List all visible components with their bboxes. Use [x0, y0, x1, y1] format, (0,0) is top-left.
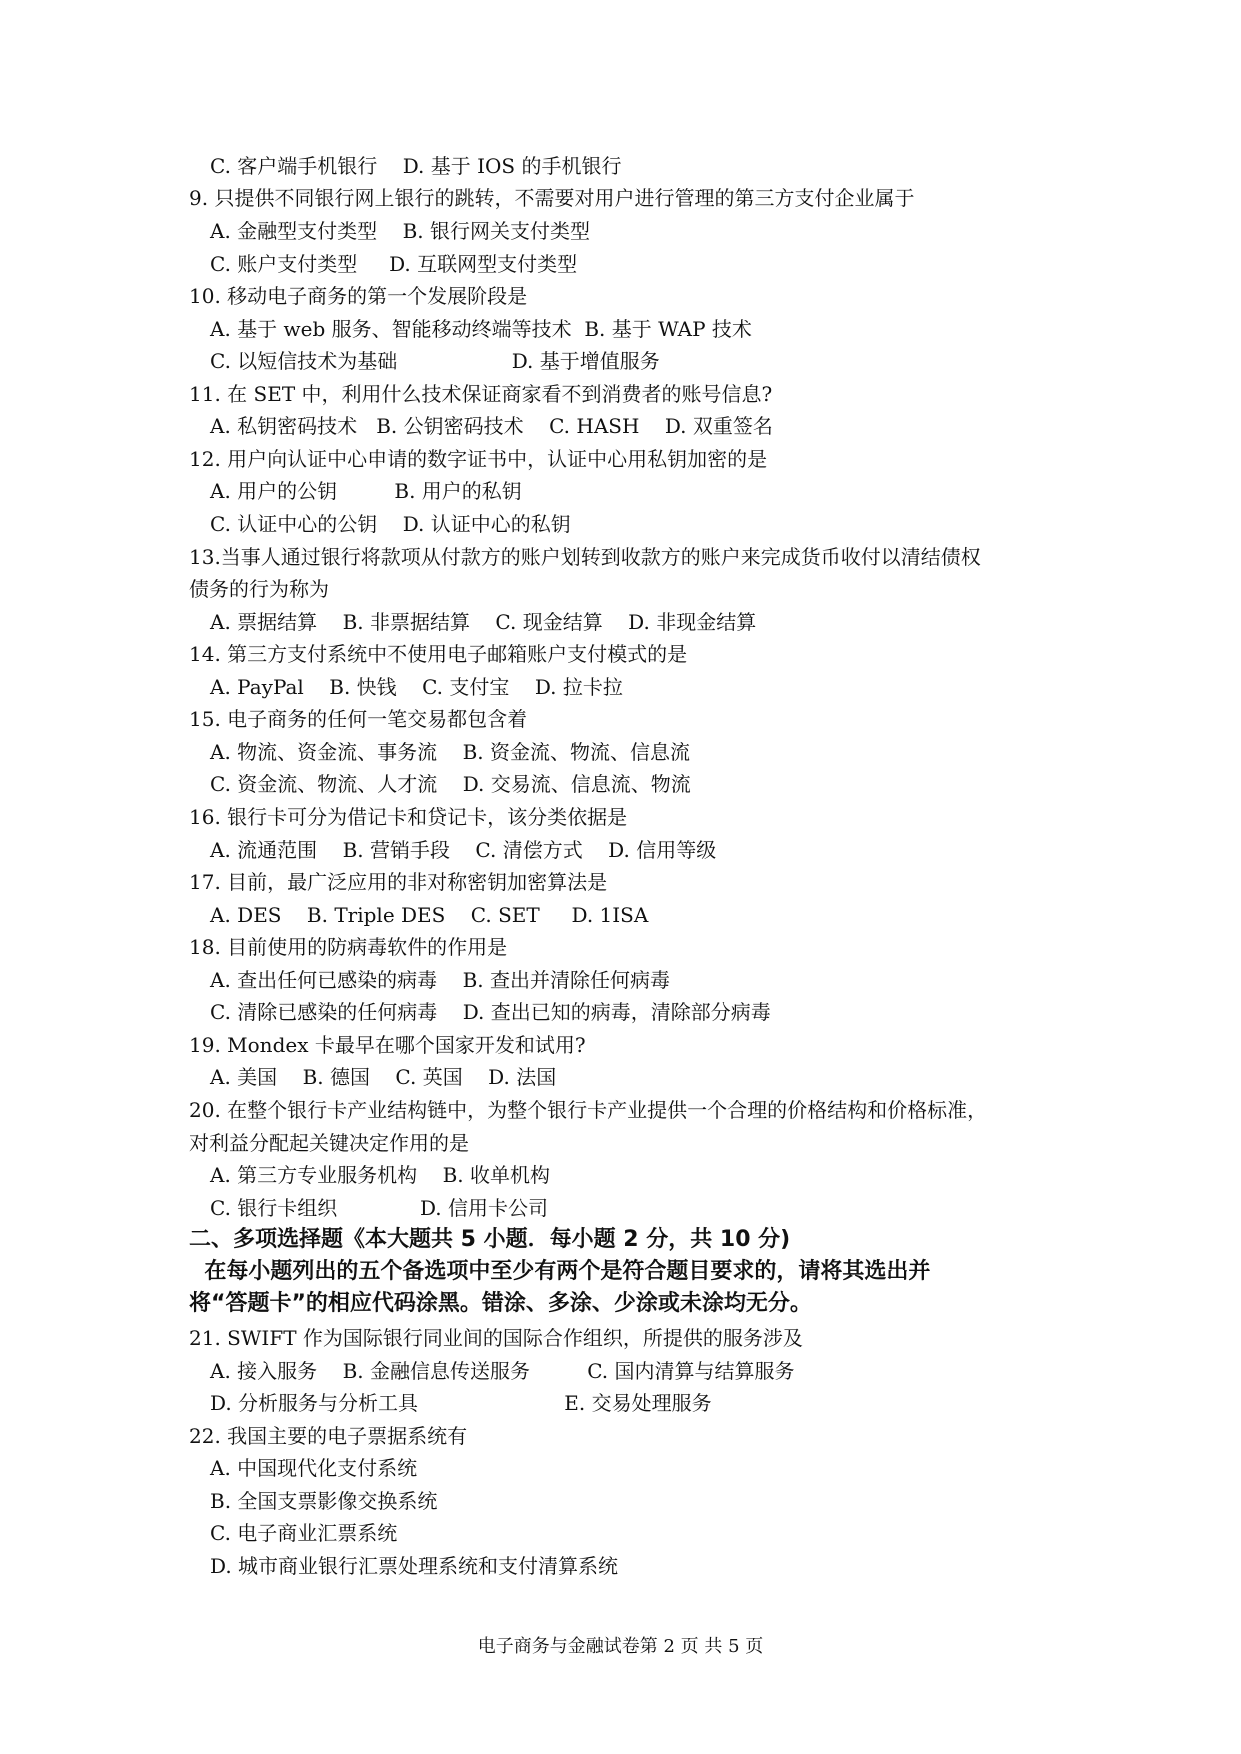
answer-options-line: A. 用户的公钥 B. 用户的私钥: [210, 479, 522, 503]
answer-options-line: C. 以短信技术为基础 D. 基于增值服务: [210, 349, 660, 373]
question-line: 10. 移动电子商务的第一个发展阶段是: [189, 284, 528, 308]
page-footer: 电子商务与金融试卷第 2 页 共 5 页: [477, 1636, 764, 1657]
answer-options-line: C. 电子商业汇票系统: [210, 1521, 398, 1545]
answer-options-line: D. 城市商业银行汇票处理系统和支付清算系统: [210, 1554, 619, 1578]
answer-options-line: B. 全国支票影像交换系统: [210, 1489, 438, 1513]
answer-options-line: A. 查出任何已感染的病毒 B. 查出并清除任何病毒: [210, 968, 670, 992]
answer-options-line: C. 认证中心的公钥 D. 认证中心的私钥: [210, 512, 571, 536]
section-heading-line: 在每小题列出的五个备选项中至少有两个是符合题目要求的，请将其选出并: [189, 1259, 931, 1284]
question-line: 11. 在 SET 中，利用什么技术保证商家看不到消费者的账号信息?: [189, 382, 773, 406]
question-line: 12. 用户向认证中心申请的数字证书中，认证中心用私钥加密的是: [189, 447, 768, 471]
answer-options-line: A. 中国现代化支付系统: [210, 1456, 418, 1480]
answer-options-line: A. DES B. Triple DES C. SET D. 1ISA: [210, 903, 649, 927]
question-line: 20. 在整个银行卡产业结构链中，为整个银行卡产业提供一个合理的价格结构和价格标准，: [189, 1098, 988, 1122]
section-heading-line: 将“答题卡”的相应代码涂黑。错涂、多涂、少涂或未涂均无分。: [189, 1291, 812, 1316]
question-line: 对利益分配起关键决定作用的是: [189, 1131, 469, 1155]
answer-options-line: C. 银行卡组织 D. 信用卡公司: [210, 1196, 548, 1220]
question-line: 16. 银行卡可分为借记卡和贷记卡，该分类依据是: [189, 805, 628, 829]
answer-options-line: A. 第三方专业服务机构 B. 收单机构: [210, 1163, 550, 1187]
answer-options-line: C. 账户支付类型 D. 互联网型支付类型: [210, 252, 578, 276]
question-line: 15. 电子商务的任何一笔交易都包含着: [189, 707, 528, 731]
answer-options-line: C. 清除已感染的任何病毒 D. 查出已知的病毒，清除部分病毒: [210, 1000, 771, 1024]
answer-options-line: C. 资金流、物流、人才流 D. 交易流、信息流、物流: [210, 772, 691, 796]
answer-options-line: A. 基于 web 服务、智能移动终端等技术 B. 基于 WAP 技术: [210, 317, 752, 341]
question-line: 19. Mondex 卡最早在哪个国家开发和试用?: [189, 1033, 586, 1057]
question-line: 17. 目前，最广泛应用的非对称密钥加密算法是: [189, 870, 608, 894]
answer-options-line: A. 私钥密码技术 B. 公钥密码技术 C. HASH D. 双重签名: [210, 414, 773, 438]
answer-options-line: A. 票据结算 B. 非票据结算 C. 现金结算 D. 非现金结算: [210, 610, 757, 634]
question-line: 21. SWIFT 作为国际银行同业间的国际合作组织，所提供的服务涉及: [189, 1326, 803, 1350]
answer-options-line: A. 流通范围 B. 营销手段 C. 清偿方式 D. 信用等级: [210, 838, 717, 862]
question-line: 18. 目前使用的防病毒软件的作用是: [189, 935, 508, 959]
answer-options-line: C. 客户端手机银行 D. 基于 IOS 的手机银行: [210, 154, 622, 178]
question-line: 债务的行为称为: [189, 577, 329, 601]
question-line: 22. 我国主要的电子票据系统有: [189, 1424, 468, 1448]
section-heading-line: 二、多项选择题《本大题共 5 小题．每小题 2 分，共 10 分): [189, 1227, 791, 1252]
answer-options-line: A. 物流、资金流、事务流 B. 资金流、物流、信息流: [210, 740, 690, 764]
question-line: 14. 第三方支付系统中不使用电子邮箱账户支付模式的是: [189, 642, 688, 666]
answer-options-line: A. 金融型支付类型 B. 银行网关支付类型: [210, 219, 590, 243]
answer-options-line: A. 接入服务 B. 金融信息传送服务 C. 国内清算与结算服务: [210, 1359, 795, 1383]
answer-options-line: A. PayPal B. 快钱 C. 支付宝 D. 拉卡拉: [210, 675, 623, 699]
answer-options-line: D. 分析服务与分析工具 E. 交易处理服务: [210, 1391, 712, 1415]
question-line: 13.当事人通过银行将款项从付款方的账户划转到收款方的账户来完成货币收付以清结债权: [189, 545, 981, 569]
answer-options-line: A. 美国 B. 德国 C. 英国 D. 法国: [210, 1065, 557, 1089]
question-line: 9. 只提供不同银行网上银行的跳转，不需要对用户进行管理的第三方支付企业属于: [189, 186, 915, 210]
